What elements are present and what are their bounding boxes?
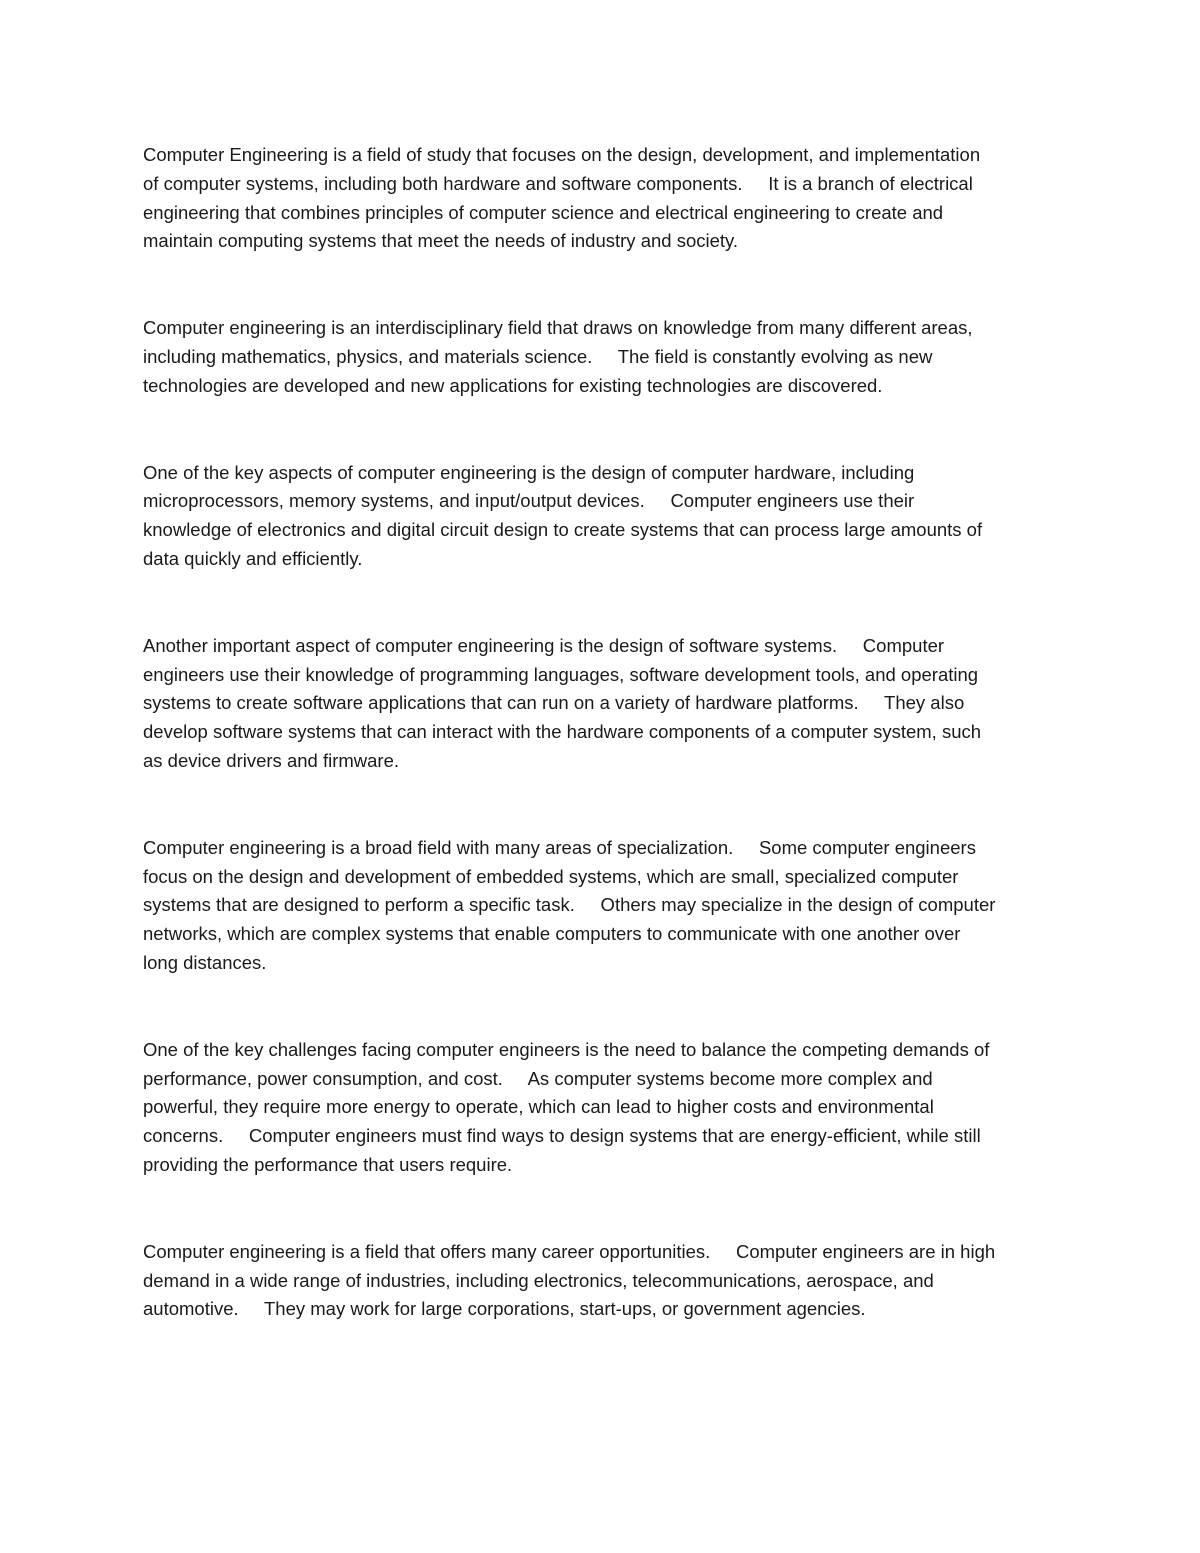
paragraph-line: engineering that combines principles of computer science and electrical engineering to create and (143, 201, 944, 223)
paragraph-line: develop software systems that can interact with the hardware components of a computer system, such (143, 721, 982, 743)
paragraph-line: maintain computing systems that meet the needs of industry and society. (143, 230, 739, 252)
paragraph-line: systems to create software applications that can run on a variety of hardware platforms. They also (143, 692, 965, 714)
paragraph-line: networks, which are complex systems that enable computers to communicate with one another over (143, 923, 961, 945)
paragraph-line: as device drivers and firmware. (143, 749, 400, 771)
paragraph-line: Computer engineering is a broad field with many areas of specialization. Some computer engineers (143, 836, 976, 858)
paragraph-line: Computer engineering is an interdisciplinary field that draws on knowledge from many different areas, (143, 317, 973, 339)
paragraph-1 (143, 141, 1063, 256)
paragraph-line: demand in a wide range of industries, including electronics, telecommunications, aerospace, and (143, 1269, 934, 1291)
document-body (143, 141, 1063, 1382)
paragraph-line: automotive. They may work for large corporations, start-ups, or government agencies. (143, 1298, 866, 1320)
paragraph-line: engineers use their knowledge of programming languages, software development tools, and operating (143, 663, 979, 685)
paragraph-line: One of the key aspects of computer engineering is the design of computer hardware, including (143, 461, 915, 483)
paragraph-line: Another important aspect of computer engineering is the design of software systems. Computer (143, 634, 945, 656)
paragraph-line: focus on the design and development of embedded systems, which are small, specialized computer (143, 865, 959, 887)
paragraph-line: concerns. Computer engineers must find ways to design systems that are energy-efficient, while still (143, 1125, 981, 1147)
paragraph-line: knowledge of electronics and digital circuit design to create systems that can process large amounts of (143, 519, 983, 541)
paragraph-line: providing the performance that users require. (143, 1153, 513, 1175)
paragraph-6 (143, 1036, 1063, 1180)
paragraph-line: microprocessors, memory systems, and input/output devices. Computer engineers use their (143, 490, 915, 512)
paragraph-line: One of the key challenges facing computer engineers is the need to balance the competing demands of (143, 1038, 990, 1060)
paragraph-2 (143, 314, 1063, 400)
paragraph-5 (143, 834, 1063, 978)
paragraph-line: technologies are developed and new applications for existing technologies are discovered. (143, 374, 883, 396)
paragraph-line: of computer systems, including both hardware and software components. It is a branch of electrical (143, 172, 973, 194)
paragraph-line: long distances. (143, 951, 267, 973)
paragraph-line: Computer Engineering is a field of study that focuses on the design, development, and implementation (143, 144, 981, 165)
paragraph-3 (143, 459, 1063, 574)
paragraph-7 (143, 1238, 1063, 1324)
paragraph-line: Computer engineering is a field that offers many career opportunities. Computer engineers are in high (143, 1240, 996, 1262)
paragraph-line: systems that are designed to perform a specific task. Others may specialize in the design of computer (143, 894, 996, 916)
paragraph-line: performance, power consumption, and cost. As computer systems become more complex and (143, 1067, 933, 1089)
paragraph-line: including mathematics, physics, and materials science. The field is constantly evolving as new (143, 345, 933, 367)
paragraph-line: data quickly and efficiently. (143, 547, 363, 569)
paragraph-4 (143, 632, 1063, 776)
paragraph-line: powerful, they require more energy to operate, which can lead to higher costs and environmental (143, 1096, 934, 1118)
